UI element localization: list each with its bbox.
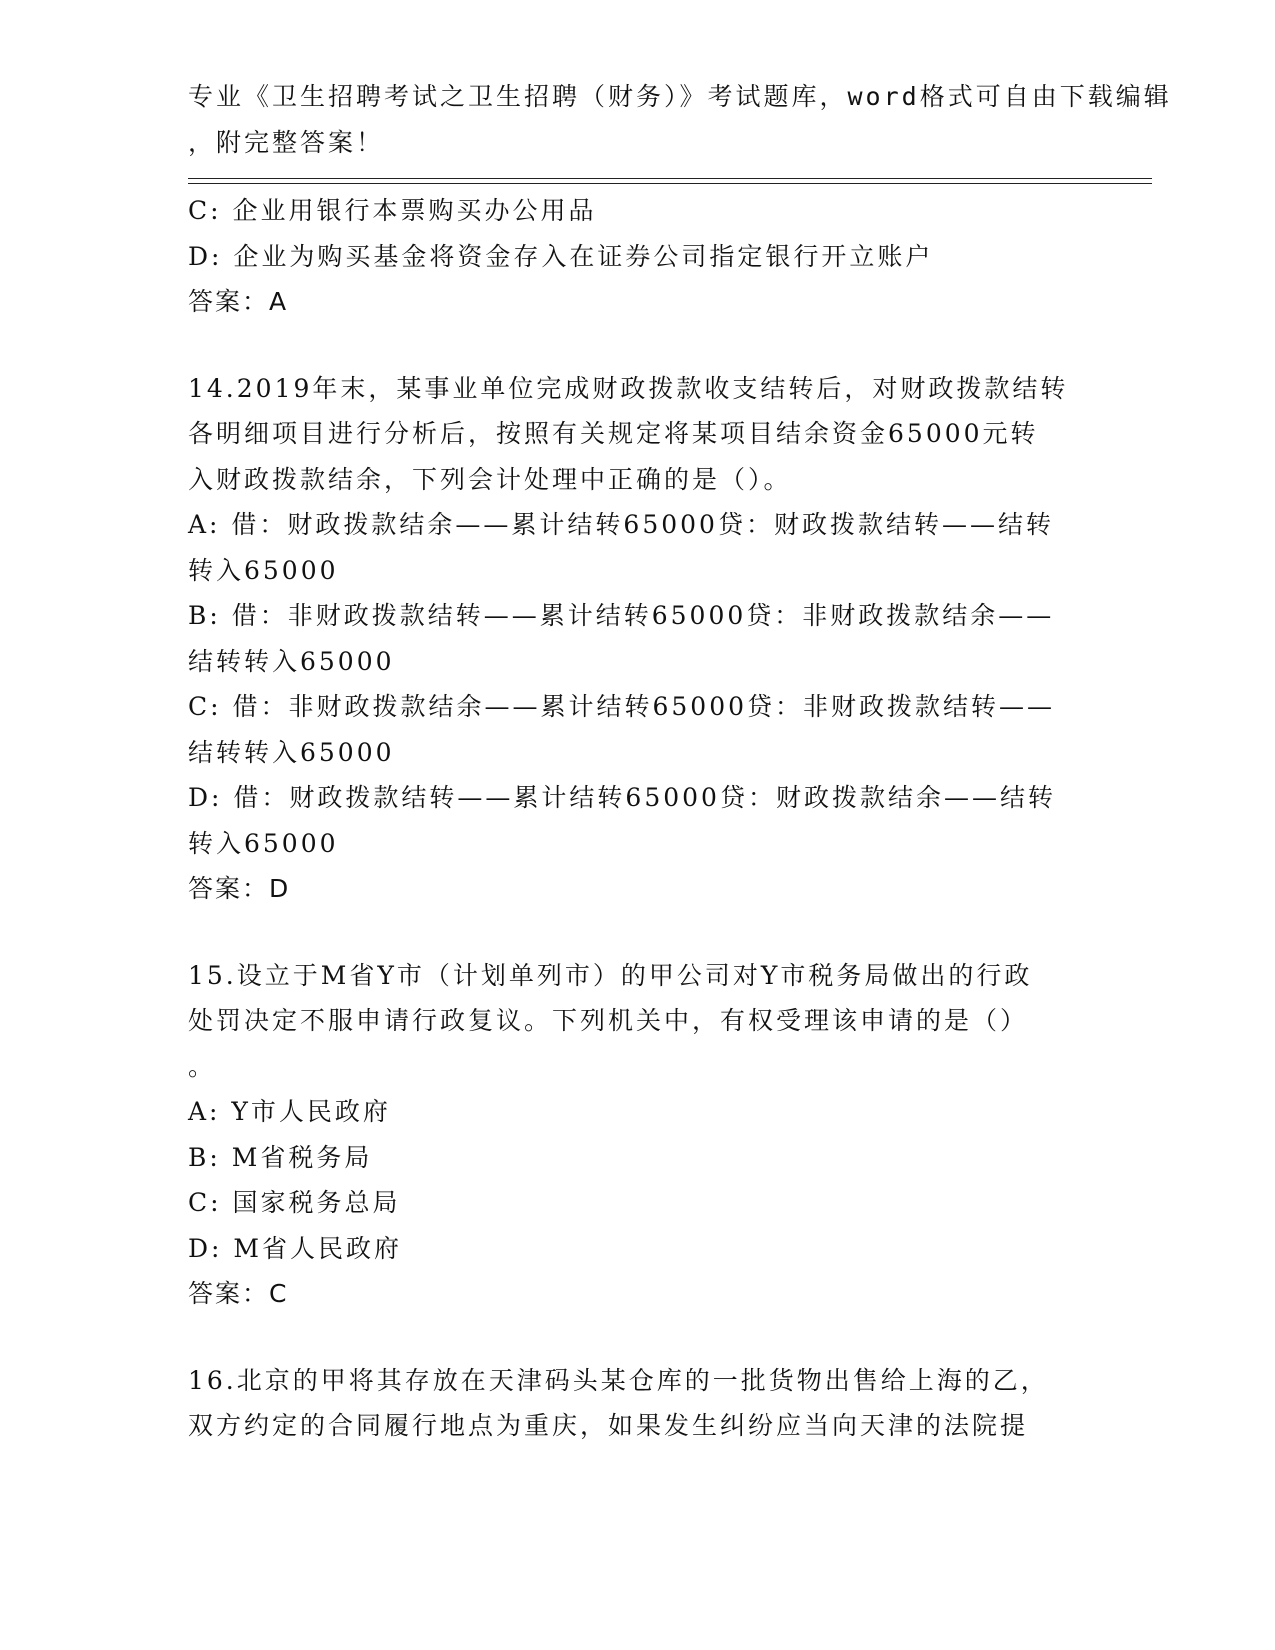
answer-line: 答案：D [188,874,291,903]
question-stem-line: 处罚决定不服申请行政复议。下列机关中，有权受理该申请的是（） [188,1006,1029,1035]
header-divider [188,183,1152,184]
option-c: C: 借：非财政拨款结余——累计结转65000贷：非财政拨款结转—— [188,692,1056,721]
option-b-continued: 结转转入65000 [188,646,395,676]
option-d: D: 企业为购买基金将资金存入在证券公司指定银行开立账户 [188,241,934,271]
document-header [188,74,1172,165]
header-line: ，附完整答案！ [188,127,385,157]
question-stem-line: 入财政拨款结余，下列会计处理中正确的是（）。 [188,464,792,494]
question-spacer [188,912,1088,953]
question-14 [188,366,1088,912]
option-d: D: M省人民政府 [188,1233,403,1263]
answer-line: 答案：C [188,1279,289,1308]
option-c: C: 国家税务总局 [188,1188,401,1217]
option-a: A: Y市人民政府 [188,1097,391,1126]
question-13-tail [188,188,1088,325]
option-b: B: M省税务局 [188,1142,373,1172]
header-line: 专业《卫生招聘考试之卫生招聘（财务）》考试题库，word格式可自由下载编辑 [188,82,1172,111]
question-stem-line: 15.设立于M省Y市（计划单列市）的甲公司对Y市税务局做出的行政 [188,960,1033,990]
option-d: D: 借：财政拨款结转——累计结转65000贷：财政拨款结余——结转 [188,783,1056,812]
option-d-continued: 转入65000 [188,828,339,858]
question-stem-line: 双方约定的合同履行地点为重庆，如果发生纠纷应当向天津的法院提 [188,1411,1029,1440]
document-body [188,188,1088,1449]
header-divider [188,178,1152,179]
option-a: A: 借：财政拨款结余——累计结转65000贷：财政拨款结转——结转 [188,510,1054,539]
option-a-continued: 转入65000 [188,555,339,585]
answer-line: 答案：A [188,287,289,316]
question-stem-line: 16.北京的甲将其存放在天津码头某仓库的一批货物出售给上海的乙， [188,1365,1049,1395]
option-c-continued: 结转转入65000 [188,737,395,767]
question-stem-line: 各明细项目进行分析后，按照有关规定将某项目结余资金65000元转 [188,419,1039,448]
question-16 [188,1358,1088,1449]
question-15 [188,953,1088,1317]
option-c: C: 企业用银行本票购买办公用品 [188,196,597,225]
question-stem-line: 。 [188,1051,217,1081]
question-spacer [188,325,1088,366]
question-stem-line: 14.2019年末，某事业单位完成财政拨款收支结转后，对财政拨款结转 [188,373,1069,403]
option-b: B: 借：非财政拨款结转——累计结转65000贷：非财政拨款结余—— [188,601,1055,630]
question-spacer [188,1317,1088,1358]
